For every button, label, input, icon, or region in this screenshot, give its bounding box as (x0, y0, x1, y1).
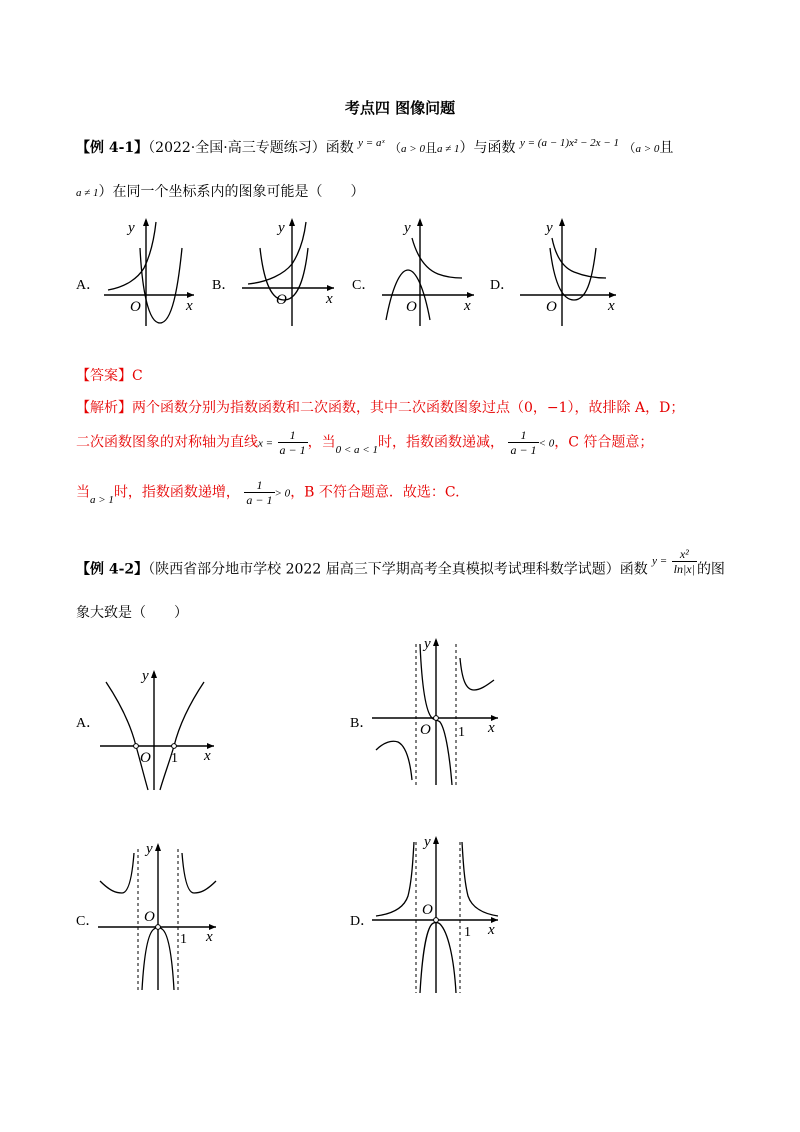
x-label: x (326, 291, 333, 307)
left-branch (106, 682, 148, 790)
ex2-option-c-label: C． (76, 914, 100, 929)
ex2-source: （陕西省部分地市学校 2022 届高三下学期高考全真模拟考试理科数学试题）函数 (148, 561, 648, 578)
ex1-option-d-label: D． (490, 278, 515, 293)
ex1-cond1-close: ）与函数 (459, 140, 516, 156)
one-label: 1 (464, 925, 471, 940)
one-label: 1 (171, 751, 178, 766)
ex2-option-d-label: D． (350, 914, 375, 929)
ex2-tail: 的图 (696, 561, 725, 578)
y-arrow-icon (559, 218, 565, 226)
y-arrow-icon (155, 843, 161, 851)
right-branch (460, 658, 494, 690)
ex1-graph-b (234, 208, 344, 333)
ex2-graph-c (96, 835, 226, 995)
ex2-graph-d (370, 828, 510, 998)
frac-den: a − 1 (246, 493, 273, 507)
ex1-cond1-open: （ (389, 141, 402, 155)
ex1-cond2-a: a > 0 (635, 143, 660, 155)
ex2-tag: 【例 4-2】 (76, 561, 149, 578)
analysis-2-frac (278, 428, 308, 457)
analysis-3-text-c: ，B 不符合题意．故选：C. (290, 484, 460, 501)
y-arrow-icon (151, 670, 157, 678)
analysis-3-frac (244, 478, 274, 507)
ex1-f2: y = (a − 1)x² − 2x − 1 (520, 137, 619, 149)
x-label: x (488, 720, 495, 736)
x-label: x (464, 298, 471, 314)
ex1-tag: 【例 4-1】 (76, 140, 149, 156)
parabola-curve (550, 248, 596, 300)
y-arrow-icon (433, 836, 439, 844)
ex1-option-b-label: B． (212, 278, 236, 293)
one-label: 1 (180, 932, 187, 947)
ex1-graph-d (512, 208, 627, 333)
analysis-3-text-b: 时，指数函数递增， (113, 484, 240, 501)
ex1-answer: 【答案】C (76, 368, 143, 384)
frac-num: 1 (289, 428, 296, 442)
analysis-2-text-d: ，C 符合题意； (554, 434, 654, 451)
frac-den: a − 1 (510, 443, 537, 457)
origin-label: O (144, 909, 155, 925)
origin-label: O (546, 299, 557, 315)
ex2-option-a-label: A． (76, 716, 101, 731)
y-label: y (278, 220, 285, 236)
y-arrow-icon (289, 218, 295, 226)
ex1-cond2-open: （ (623, 141, 636, 155)
left-branch (376, 741, 412, 780)
y-label: y (146, 841, 153, 857)
ex1-cond2-and: 且 (659, 140, 674, 156)
open-point (434, 716, 439, 721)
ex1-analysis-2 (76, 428, 653, 457)
one-label: 1 (458, 725, 465, 740)
analysis-2-x: x = (258, 437, 274, 450)
open-point (156, 925, 161, 930)
ex1-analysis-3 (76, 478, 460, 507)
analysis-3-cond: a > 1 (90, 493, 114, 506)
y-label: y (128, 220, 135, 236)
analysis-2-frac2 (508, 428, 538, 457)
y-label: y (546, 220, 553, 236)
x-label: x (186, 298, 193, 314)
ex1-cond1-b: a ≠ 1 (437, 143, 460, 155)
ex1-graph-c (374, 208, 484, 333)
ex1-line2 (76, 181, 365, 201)
y-label: y (424, 834, 431, 850)
frac-den: a − 1 (279, 443, 306, 457)
ex1-line2-text: ）在同一个坐标系内的图象可能是（ ） (98, 184, 365, 200)
origin-label: O (140, 750, 151, 766)
ex2-line1 (76, 547, 725, 584)
exp-curve (248, 222, 306, 284)
open-point (434, 918, 439, 923)
analysis-2-cond: 0 < a < 1 (335, 443, 378, 456)
page-title: 考点四 图像问题 (344, 99, 456, 117)
ex1-option-a-label: A． (76, 278, 101, 293)
ex2-graph-b (370, 630, 510, 790)
analysis-2-text-a: 二次函数图象的对称轴为直线 (76, 434, 258, 451)
open-point (172, 744, 177, 749)
ex1-cond1-and: 且 (424, 141, 437, 155)
ex1-analysis-1: 【解析】两个函数分别为指数函数和二次函数，其中二次函数图象过点（0，−1），故排除 A，D； (76, 400, 685, 416)
x-label: x (608, 298, 615, 314)
y-arrow-icon (417, 218, 423, 226)
analysis-2-lt: < 0 (538, 437, 555, 450)
ex1-line1 (76, 137, 673, 157)
ex1-cond1-a: a > 0 (401, 143, 425, 155)
ex2-option-b-label: B． (350, 716, 374, 731)
ex2-frac (672, 547, 697, 576)
open-point (134, 744, 139, 749)
left-branch (100, 853, 134, 893)
analysis-2-text-b: ，当 (307, 434, 336, 451)
ex1-f1: y = aˣ (358, 137, 385, 149)
origin-label: O (130, 299, 141, 315)
x-label: x (206, 929, 213, 945)
ex1-line2-cond: a ≠ 1 (76, 187, 99, 199)
y-arrow-icon (143, 218, 149, 226)
analysis-2-text-c: 时，指数函数递减， (377, 434, 504, 451)
ex1-source: （2022·全国·高三专题练习）函数 (148, 140, 354, 156)
origin-label: O (406, 299, 417, 315)
frac-num: 1 (520, 428, 527, 442)
y-label: y (404, 220, 411, 236)
ex2-graph-a (96, 660, 226, 795)
y-arrow-icon (433, 638, 439, 646)
x-label: x (204, 748, 211, 764)
right-branch (160, 682, 204, 790)
x-label: x (488, 922, 495, 938)
ex2-frac-num: x² (679, 547, 689, 561)
origin-label: O (422, 902, 433, 918)
right-branch (462, 842, 498, 916)
origin-label: O (276, 292, 287, 308)
middle-branch (420, 923, 456, 994)
origin-label: O (420, 722, 431, 738)
analysis-3-gt: > 0 (274, 487, 291, 500)
left-branch (376, 842, 414, 916)
ex1-graph-a (96, 208, 206, 333)
ex2-frac-den: ln|x| (673, 562, 695, 576)
y-label: y (142, 668, 149, 684)
right-branch (182, 853, 216, 893)
ex2-f-y: y = (652, 554, 668, 567)
analysis-3-text-a: 当 (76, 484, 90, 501)
ex1-option-c-label: C． (352, 278, 376, 293)
y-label: y (424, 636, 431, 652)
exp-curve (552, 238, 606, 278)
frac-num: 1 (256, 478, 263, 492)
ex2-line2: 象大致是（ ） (76, 605, 188, 621)
